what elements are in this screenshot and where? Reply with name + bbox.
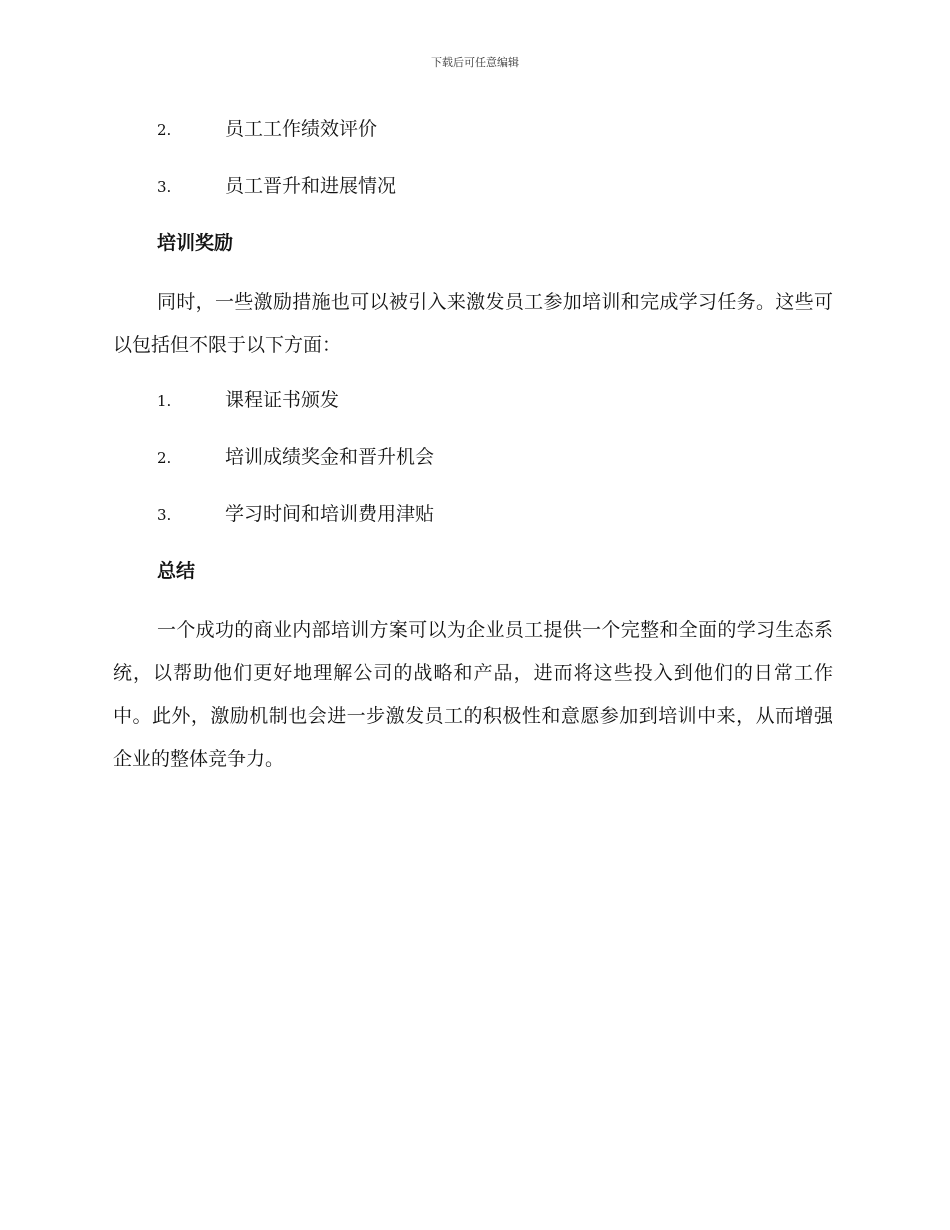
list-item [113,110,833,167]
section-heading-summary: 总结 [157,560,196,582]
list-number: 2. [157,449,172,467]
list-number: 3. [157,178,172,196]
paragraph-rewards: 同时，一些激励措施也可以被引入来激发员工参加培训和完成学习任务。这些可以包括但不限于以下方面： [113,291,833,356]
list-item [113,381,833,438]
list-number: 1. [157,392,172,410]
section-heading-rewards: 培训奖励 [157,232,234,254]
paragraph-summary: 一个成功的商业内部培训方案可以为企业员工提供一个完整和全面的学习生态系统，以帮助他们更好地理解公司的战略和产品，进而将这些投入到他们的日常工作中。此外，激励机制也会进一步激发员工的积极性和意愿参加到培训中来，从而增强企业的整体竞争力。 [113,619,833,770]
list-number: 2. [157,121,172,139]
list-text: 员工工作绩效评价 [225,118,378,140]
list-item [113,438,833,495]
list-text: 员工晋升和进展情况 [225,175,397,197]
header-note: 下载后可任意编辑 [431,56,519,69]
list-item [113,167,833,224]
list-number: 3. [157,506,172,524]
list-text: 课程证书颁发 [225,389,340,411]
document-body [113,110,833,795]
list-item [113,495,833,552]
list-text: 培训成绩奖金和晋升机会 [225,446,435,468]
list-text: 学习时间和培训费用津贴 [225,503,435,525]
